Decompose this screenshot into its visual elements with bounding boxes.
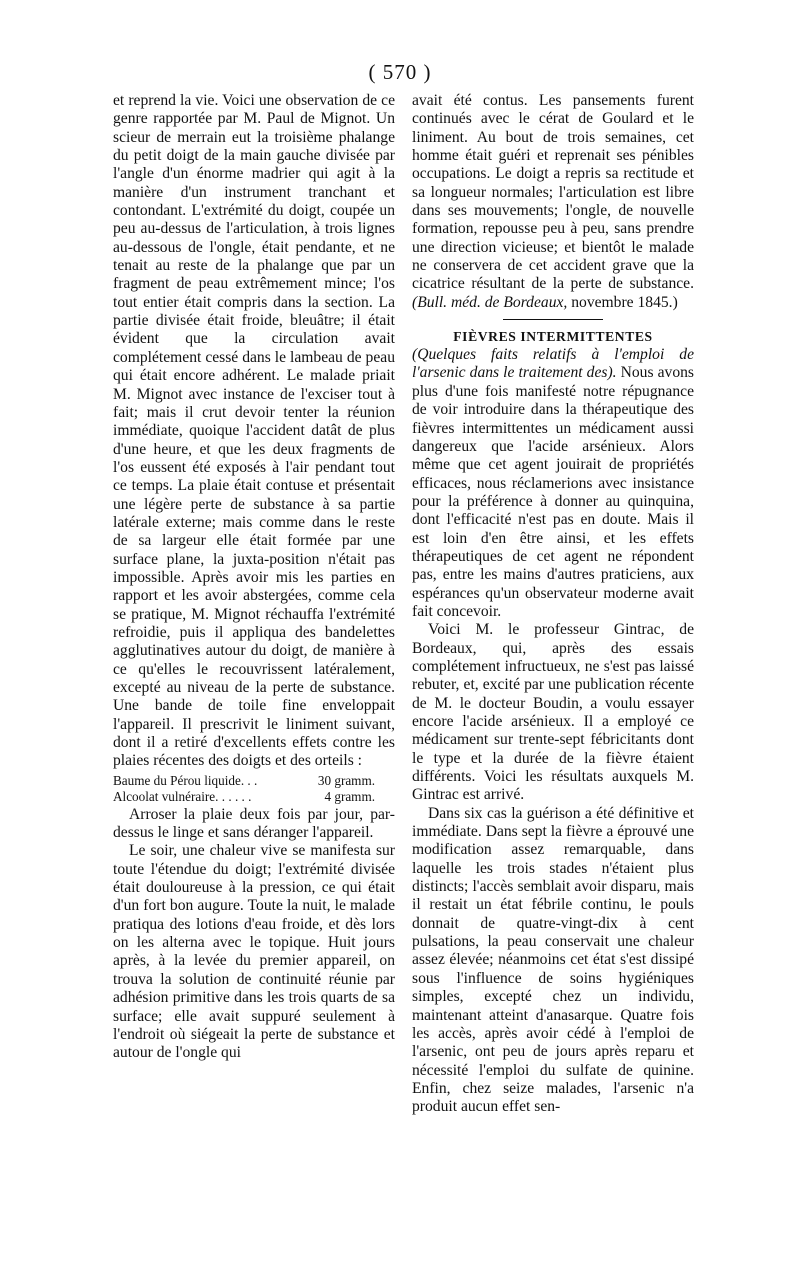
section-divider: [503, 319, 603, 320]
recipe-row: [113, 789, 395, 805]
section-subtitle: (Quelques faits relatifs à l'emploi de l'arsenic dans le traitement des).: [412, 346, 694, 382]
results-paragraph: Dans six cas la guérison a été définitive et immédiate. Dans sept la fièvre a éprouvé une modification assez remarquable, dans laquelle les trois stades n'étaient plus distincts; l'accès semblait avoir disparu, mais il restait un état fébrile continu, le pouls donnait de quatre-vingt-dix à cent pulsations, la peau conservait une chaleur assez élevée; néanmoins cet état s'est dissipé sous l'influence de soins hygiéniques simples, excepté chez un individu, maintenant atteint d'anasarque. Quatre fois les accès, après avoir cédé à l'emploi de l'arsenic, ont peu de jours après reparu et nécessité l'emploi du sulfate de quinine. Enfin, chez seize malades, l'arsenic n'a produit aucun effet sen-: [412, 804, 694, 1116]
recipe-quantity: 4 gramm.: [324, 788, 375, 804]
recipe-list: [113, 773, 395, 805]
continuation-paragraph: [412, 92, 694, 312]
page-number: ( 570 ): [368, 60, 432, 84]
citation-date: novembre 1845.): [571, 293, 678, 311]
right-column: [412, 92, 694, 1117]
continuation-text: avait été contus. Les pansements furent continués avec le cérat de Goulard et le liniment. Au bout de trois semaines, cet homme était guéri et reprenait ses pénibles occupations. Le doigt a repris sa rectitude et sa longueur normales; l'articulation est libre dans ses mouvements; l'ongle, de nouvelle formation, repousse peu à peu, sans prendre une direction vicieuse; et bientôt le malade ne conservera de cet accident grave que la cicatrice résultant de la perte de substance.: [412, 92, 694, 293]
gintrac-paragraph: Voici M. le professeur Gintrac, de Bordeaux, qui, après des essais complétement infructueux, ne s'est pas laissé rebuter, et, excité par une publication récente de M. le docteur Boudin, a voulu essayer encore l'acide arsénieux. Il a employé ce médicament sur trente-sept fébricitants dont le type et la durée de la fièvre étaient différents. Voici les résultats auxquels M. Gintrac est arrivé.: [412, 621, 694, 804]
recipe-item: Baume du Pérou liquide. . .: [113, 772, 258, 788]
instruction-paragraph: Arroser la plaie deux fois par jour, par-dessus le linge et sans déranger l'appareil.: [113, 805, 395, 842]
recipe-item: Alcoolat vulnéraire. . . . . .: [113, 788, 252, 804]
section-intro-paragraph: [412, 346, 694, 621]
recipe-row: [113, 773, 395, 789]
section-intro-text: Nous avons plus d'une fois manifesté notre répugnance de voir introduire dans la thérapeutique des fièvres intermittentes un médicament aussi dangereux que l'acide arsénieux. Alors même que cet agent jouirait de propriétés efficaces, nous réclamerions avec insistance pour la préférence à donner au quinquina, dont l'efficacité n'est pas en doute. Mais il est loin d'en être ainsi, et les effets thérapeutiques de cet agent ne répondent pas, entre les mains d'autres praticiens, aux espérances qu'un observateur moderne avait fait concevoir.: [412, 364, 694, 620]
outcome-paragraph: Le soir, une chaleur vive se manifesta sur toute l'étendue du doigt; l'extrémité divisée était douloureuse à la pression, ce qui était d'un fort bon augure. Toute la nuit, le malade pratiqua des lotions d'eau froide, et dès lors on les alterna avec le topique. Huit jours après, à la levée du premier appareil, on trouva la solution de continuité réunie par adhésion primitive dans les trois quarts de sa surface; elle avait suppuré seulement à l'endroit où siégeait la perte de substance et autour de l'ongle qui: [113, 842, 395, 1062]
section-title: FIÈVRES INTERMITTENTES: [453, 329, 653, 345]
observation-paragraph: et reprend la vie. Voici une observation de ce genre rapportée par M. Paul de Mignot. Un scieur de merrain eut la troisième phalange du petit doigt de la main gauche divisée par l'angle d'un énorme madrier qui agit à la manière d'un instrument tranchant et contondant. L'extrémité du doigt, coupée un peu au-dessus de l'articulation, à trois lignes au-dessous de l'ongle, était pendante, et ne tenait au reste de la phalange que par un fragment de peau extrêmement mince; l'os tout entier était compris dans la section. La partie divisée était froide, bleuâtre; il était évident que la circulation avait complétement cessé dans le lambeau de peau qui était encore adhérent. Le malade priait M. Mignot avec instance de l'exciser tout à fait; mais il crut devoir tenter la réunion immédiate, quoique l'accident datât de plus d'une heure, et que les deux fragments de l'os eussent été exposés à l'air pendant tout ce temps. La plaie était contuse et présentait une légère perte de substance à sa partie latérale externe; mais comme dans le reste de sa largeur elle était formée par une surface plane, la juxta-position n'était pas impossible. Après avoir mis les parties en rapport et les avoir abstergées, comme cela se pratique, M. Mignot réchauffa l'extrémité refroidie, puis il appliqua des bandelettes agglutinatives autour du doigt, de manière à ce qu'elles le recouvrissent latéralement, excepté au niveau de la perte de substance. Une bande de toile fine enveloppait l'appareil. Il prescrivit le liniment suivant, dont il a retiré d'excellents effets contre les plaies récentes des doigts et des orteils :: [113, 92, 395, 770]
left-column: [113, 92, 395, 1063]
citation-source: (Bull. méd. de Bordeaux,: [412, 293, 568, 311]
recipe-quantity: 30 gramm.: [317, 772, 375, 788]
